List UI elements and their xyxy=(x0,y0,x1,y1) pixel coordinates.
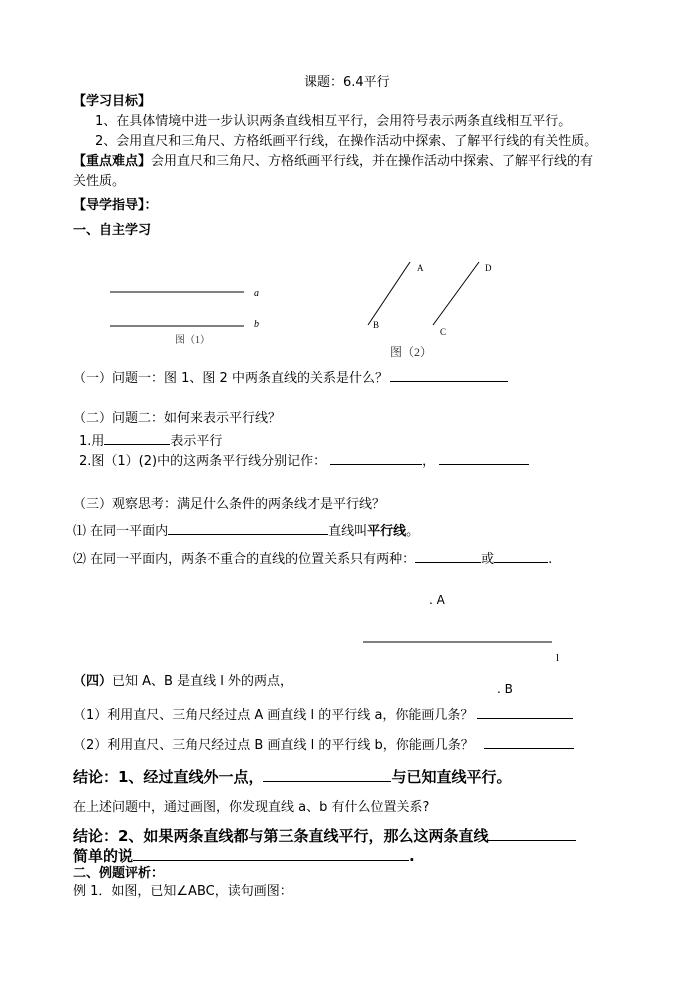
example-1: 例 1．如图，已知∠ABC，读句画图： xyxy=(73,884,293,899)
key-points-line-2: 关性质。 xyxy=(73,174,126,189)
question-1 xyxy=(73,369,508,387)
question-4-item-2-text: （2）利用直尺、三角尺经过点 B 画直线 l 的平行线 b，你能画几条？ xyxy=(73,738,474,753)
conclusion-1-blank[interactable] xyxy=(263,767,391,782)
question-2-item-1-blank[interactable] xyxy=(104,432,170,445)
figure-2-label-B: B xyxy=(373,320,380,330)
objective-item-2: 2、会用直尺和三角尺、方格纸画平行线，在操作活动中探索、了解平行线的有关性质。 xyxy=(95,134,598,149)
conclusion-2-line-2-end: . xyxy=(409,847,415,865)
objectives-heading: 【学习目标】 xyxy=(73,94,152,109)
question-1-text: （一）问题一：图 1、图 2 中两条直线的关系是什么？ xyxy=(73,371,388,386)
conclusion-2-text: 结论：2、如果两条直线都与第三条直线平行，那么这两条直线 xyxy=(73,827,489,845)
figure-2-label-A: A xyxy=(417,263,424,273)
objective-item-1: 1、在具体情境中进一步认识两条直线相互平行，会用符号表示两条直线相互平行。 xyxy=(95,114,572,129)
question-2-item-1 xyxy=(79,432,222,450)
figure-1 xyxy=(110,288,259,346)
question-3-item-1-blank[interactable] xyxy=(168,522,328,535)
question-3-item-1-pre: ⑴ 在同一平面内 xyxy=(73,524,169,539)
key-points-text: 会用直尺和三角尺、方格纸画平行线，并在操作活动中探索、了解平行线的有 xyxy=(151,154,594,169)
figure-2-line-ab xyxy=(368,262,410,325)
conclusion-2-line-1 xyxy=(73,826,576,845)
question-4-heading-bold: （四） xyxy=(73,674,113,689)
question-4-item-1 xyxy=(73,706,573,724)
question-3-item-2-mid: 或 xyxy=(481,552,495,567)
figure-2-label-D: D xyxy=(485,263,492,273)
section-1-heading: 一、自主学习 xyxy=(73,223,152,238)
conclusion-1 xyxy=(73,767,511,786)
question-2-heading: （二）问题二：如何来表示平行线？ xyxy=(73,411,282,426)
figure-2-label-C: C xyxy=(440,327,447,337)
conclusion-2-line-2-pre: 简单的说 xyxy=(73,847,134,865)
figure-1-label-b: b xyxy=(254,319,259,330)
figure-3-point-A: . A xyxy=(429,593,445,607)
conclusion-2-blank-2[interactable] xyxy=(133,846,409,861)
figure-2 xyxy=(368,262,492,359)
guide-heading: 【导学指导】： xyxy=(73,198,158,213)
question-4-item-1-text: （1）利用直尺、三角尺经过点 A 画直线 l 的平行线 a，你能画几条？ xyxy=(73,708,474,723)
question-4-item-2 xyxy=(73,736,574,754)
question-3-item-1 xyxy=(73,522,419,540)
question-3-item-1-bold: 平行线 xyxy=(367,524,407,539)
question-4-item-2-blank[interactable] xyxy=(484,736,574,749)
question-4-heading xyxy=(73,674,293,690)
question-4-item-1-blank[interactable] xyxy=(477,706,573,719)
question-1-blank[interactable] xyxy=(390,369,508,382)
question-2-item-1-pre: 1.用 xyxy=(79,434,105,449)
question-3-item-1-end: 。 xyxy=(406,524,420,539)
discover-question: 在上述问题中，通过画图，你发现直线 a、b 有什么位置关系? xyxy=(73,800,430,815)
figure-3-line-label: l xyxy=(556,652,560,664)
figure-3-line-l xyxy=(360,640,560,644)
figure-1-label-a: a xyxy=(254,288,259,299)
figure-2-line-cd xyxy=(433,262,479,325)
conclusion-1-post: 与已知直线平行。 xyxy=(391,768,512,786)
question-2-item-2-blank-1[interactable] xyxy=(330,452,422,465)
key-points-heading: 【重点难点】 xyxy=(73,154,152,169)
question-3-item-2-end: . xyxy=(548,552,553,567)
conclusion-2-line-2 xyxy=(73,846,415,865)
question-3-item-2-blank-2[interactable] xyxy=(494,550,548,563)
question-2-item-2 xyxy=(79,452,529,470)
question-3-item-2 xyxy=(73,550,552,568)
figure-2-caption: 图（2） xyxy=(390,345,433,359)
figure-3-point-B: . B xyxy=(497,682,513,696)
question-2-item-2-pre: 2.图（1）(2)中的这两条平行线分别记作： xyxy=(79,454,327,469)
question-2-item-2-blank-2[interactable] xyxy=(439,452,529,465)
question-3-item-2-blank-1[interactable] xyxy=(415,550,481,563)
figure-1-caption: 图（1） xyxy=(175,335,210,346)
question-2-item-1-post: 表示平行 xyxy=(170,434,223,449)
question-3-item-2-pre: ⑵ 在同一平面内，两条不重合的直线的位置关系只有两种： xyxy=(73,552,416,567)
conclusion-1-pre: 结论：1、经过直线外一点， xyxy=(73,768,264,786)
section-2-heading: 二、例题评析： xyxy=(73,866,165,881)
conclusion-2-blank-1[interactable] xyxy=(488,826,576,841)
page-title: 课题：6.4平行 xyxy=(304,75,390,90)
question-3-item-1-post: 直线叫 xyxy=(328,524,368,539)
question-4-heading-text: 已知 A、B 是直线 l 外的两点， xyxy=(112,674,293,689)
question-3-heading: （三）观察思考：满足什么条件的两条线才是平行线？ xyxy=(73,497,386,512)
question-2-item-2-comma: ， xyxy=(422,454,436,469)
